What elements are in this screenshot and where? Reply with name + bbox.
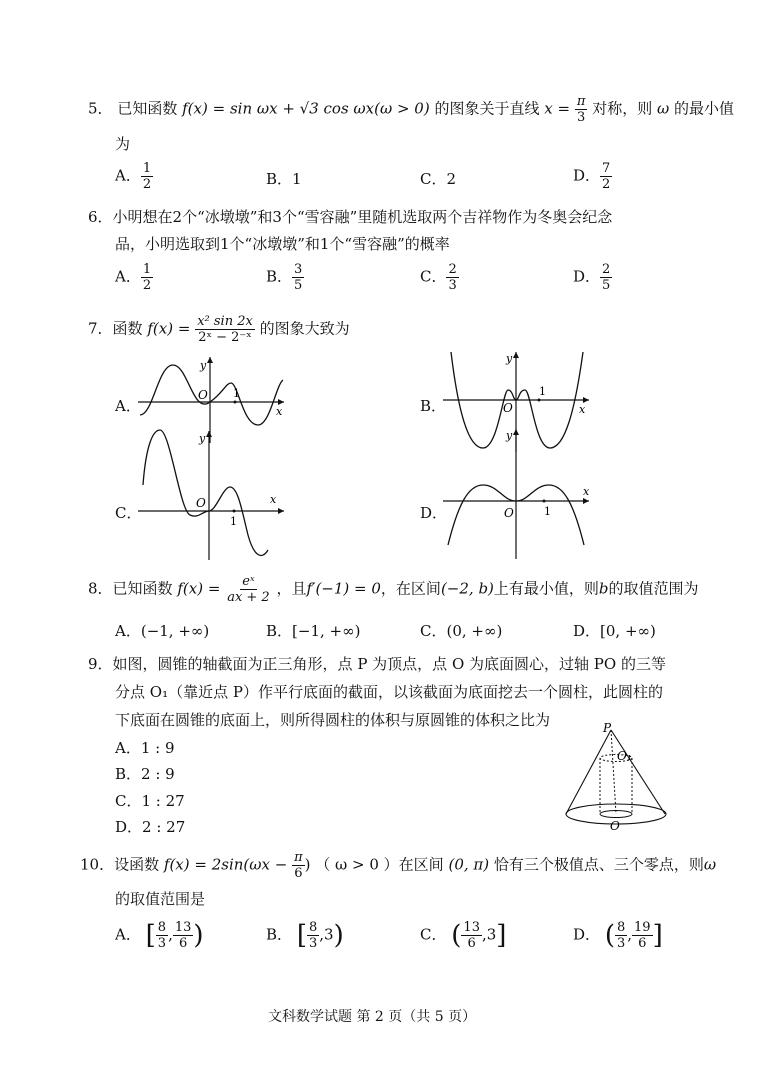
svg-text:y: y (199, 432, 206, 445)
svg-text:1: 1 (539, 385, 546, 398)
svg-text:x: x (270, 493, 277, 506)
q10-line2: 的取值范围是 (115, 890, 206, 908)
svg-text:1: 1 (544, 505, 551, 518)
q9-option-a[interactable]: A．1 : 9 (115, 739, 175, 757)
q8-option-b[interactable]: B．[−1, +∞) (266, 622, 361, 640)
q9-cone-figure (560, 722, 675, 834)
q5-text-d: 的最小值 (674, 99, 735, 118)
q5-fraction: $\frac{\pi}{3}$ (576, 94, 586, 125)
q9-line3: 下底面在圆锥的底面上，则所得圆柱的体积与原圆锥的体积之比为 (115, 711, 551, 729)
q5-number: 5． (88, 99, 113, 118)
svg-text:O: O (504, 506, 514, 520)
q10-stem: 10．设函数 f(x) = 2sin(ωx − $\frac{\pi}{6}$ ) （ ω > 0 ）在区间 (0, π) 恰有三个极值点、三个零点，则ω (80, 850, 717, 881)
q5-omega: ω (657, 99, 670, 118)
q5-func: f(x) = sin ωx + √3 cos ωx(ω > 0) (182, 99, 430, 118)
q8-option-d[interactable]: D．[0, +∞) (573, 622, 656, 640)
svg-text:x: x (583, 485, 590, 498)
q10-option-a[interactable]: A． [ $\frac{8}{3}$ , $\frac{13}{6}$ ) (115, 920, 204, 951)
q5-line: x = (544, 99, 571, 118)
axis-y-label: y (200, 359, 207, 372)
q9-option-b[interactable]: B．2 : 9 (115, 765, 175, 783)
q7-option-c[interactable]: C． (115, 504, 142, 522)
q10-option-c[interactable]: C． ( $\frac{13}{6}$ ,3] (420, 920, 507, 951)
axis-x-label: x (276, 405, 283, 418)
q8-option-a[interactable]: A．(−1, +∞) (115, 622, 210, 640)
q7-option-b[interactable]: B． (420, 397, 447, 415)
q6-option-a[interactable]: A． $\frac{1}{2}$ (115, 262, 152, 293)
q5-line2: 为 (115, 135, 131, 153)
svg-text:O: O (503, 401, 513, 415)
q5-option-d[interactable]: D． $\frac{7}{2}$ (573, 161, 611, 192)
o1-label: O₁ (617, 749, 632, 763)
q7-graph-c (138, 425, 288, 565)
origin-label: O (198, 388, 208, 402)
q5-option-c[interactable]: C．2 (420, 170, 457, 188)
q6-option-c[interactable]: C． $\frac{2}{3}$ (420, 262, 457, 293)
svg-text:x: x (579, 403, 586, 416)
q7-option-d[interactable]: D． (420, 504, 448, 522)
q6-option-b[interactable]: B． $\frac{3}{5}$ (266, 262, 303, 293)
q8-stem: 8．已知函数 f(x) = $\frac{\text{eˣ}}{ax + 2}$ ，且f′(−1) = 0，在区间(−2, b)上有最小值，则b的取值范围为 (88, 574, 699, 605)
q10-option-b[interactable]: B． [ $\frac{8}{3}$ ,3) (266, 920, 344, 951)
q6-option-d[interactable]: D． $\frac{2}{5}$ (573, 262, 611, 293)
svg-text:y: y (506, 429, 513, 442)
apex-label: P (603, 722, 612, 735)
svg-text:y: y (506, 352, 513, 365)
q9-option-c[interactable]: C．1 : 27 (115, 792, 185, 810)
q7-stem: 7．函数 f(x) = $\frac{\text{x² sin 2x}}{\text{2ˣ − 2⁻ˣ}}$ 的图象大致为 (88, 314, 350, 345)
q9-line2: 分点 O₁（靠近点 P）作平行底面的截面，以该截面为底面挖去一个圆柱，此圆柱的 (115, 683, 663, 701)
q5-text-a: 已知函数 (117, 99, 178, 118)
q8-option-c[interactable]: C．(0, +∞) (420, 622, 503, 640)
q7-graph-d (443, 425, 593, 565)
q5-text-c: 对称，则 (592, 99, 653, 118)
q10-option-d[interactable]: D． ( $\frac{8}{3}$ , $\frac{19}{6}$ ] (573, 920, 663, 951)
svg-text:O: O (196, 496, 206, 510)
q9-line1: 9．如图，圆锥的轴截面为正三角形，点 P 为顶点，点 O 为底面圆心，过轴 PO 的三等 (88, 655, 666, 673)
q6-line2: 品，小明选取到1个“冰墩墩”和1个“雪容融”的概率 (115, 235, 450, 253)
svg-text:1: 1 (230, 515, 237, 528)
q7-option-a[interactable]: A． (115, 397, 141, 415)
q5-option-a[interactable]: A． $\frac{1}{2}$ (115, 161, 152, 192)
o-label: O (610, 819, 620, 833)
one-label: 1 (233, 387, 240, 400)
q9-option-d[interactable]: D．2 : 27 (115, 818, 186, 836)
q6-line1: 6．小明想在2个“冰墩墩”和3个“雪容融”里随机选取两个吉祥物作为冬奥会纪念 (88, 208, 613, 226)
page-footer: 文科数学试题 第 2 页（共 5 页） (268, 1009, 477, 1025)
q5-option-b[interactable]: B．1 (266, 170, 302, 188)
q5-line1 (88, 94, 734, 125)
q5-text-b: 的图象关于直线 (434, 99, 540, 118)
